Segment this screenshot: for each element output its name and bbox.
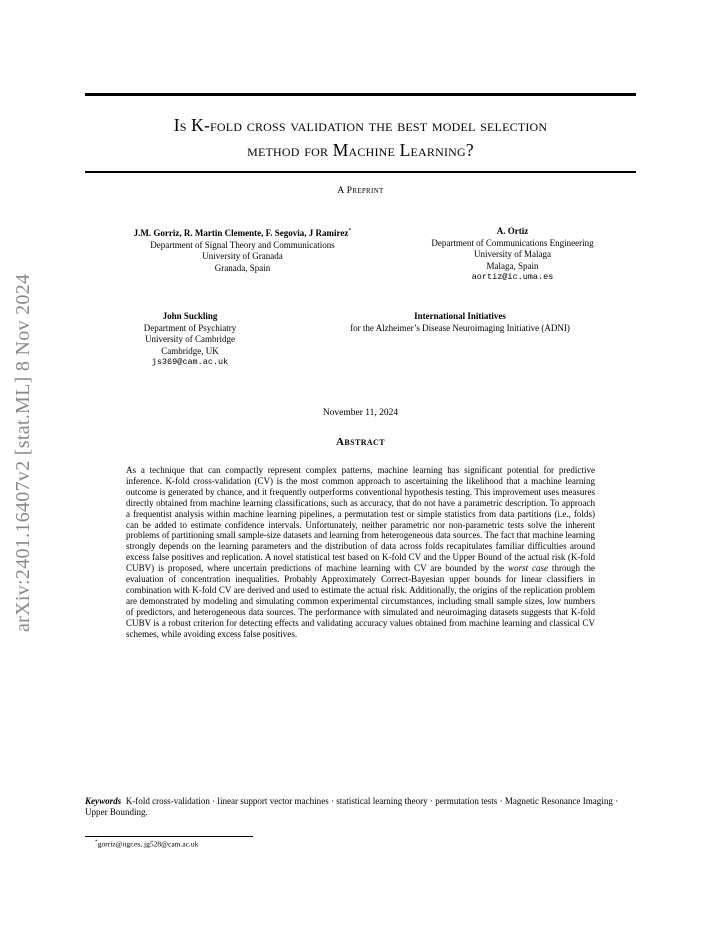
author-location: Cambridge, UK	[161, 345, 219, 356]
preprint-label: A Preprint	[337, 186, 384, 196]
footnote-mark: *	[95, 839, 98, 845]
author-location: Malaga, Spain	[486, 260, 539, 271]
footnote-text: gorriz@ugr.es, jg528@cam.ac.uk	[97, 839, 199, 849]
keywords-list: K-fold cross-validation · linear support vector machines · statistical learning theory · permutation tests · Magnetic Resonance Imaging · Upper Bounding.	[85, 796, 619, 817]
author-email: js369@cam.ac.uk	[151, 357, 229, 367]
author-university: University of Malaga	[474, 249, 551, 259]
author-name: John Suckling	[162, 311, 218, 321]
title-line-1: Is K-fold cross validation the best model selection	[173, 115, 548, 135]
author-email: aortiz@ic.uma.es	[471, 272, 554, 282]
footnote	[95, 839, 198, 849]
author-university: University of Granada	[202, 251, 283, 261]
arxiv-sidebar-stamp: arXiv:2401.16407v2 [stat.ML] 8 Nov 2024	[12, 273, 34, 632]
paper-date: November 11, 2024	[322, 408, 399, 418]
paper-title	[85, 113, 636, 163]
keywords-label: Keywords	[85, 796, 122, 806]
footnote-marker: *	[348, 228, 352, 234]
author-department: Department of Signal Theory and Communications	[150, 239, 335, 250]
author-affiliation: for the Alzheimer’s Disease Neuroimaging Initiative (ADNI)	[350, 322, 570, 333]
author-name: International Initiatives	[414, 311, 506, 321]
author-location: Granada, Spain	[214, 262, 271, 273]
author-department: Department of Communications Engineering	[431, 237, 594, 248]
keywords-section	[85, 796, 636, 818]
author-name: A. Ortiz	[496, 226, 529, 236]
author-name: J.M. Gorriz, R. Martin Clemente, F. Segovia, J Ramirez	[133, 228, 349, 238]
author-block-adni	[295, 311, 625, 334]
author-department: Department of Psychiatry	[143, 322, 237, 333]
footnote-rule	[85, 836, 253, 837]
abstract-text-part2: through the evaluation of concentration inequalities. Probably Approximately Correct-Bayesian upper bounds for linear classifiers in combination with K-fold CV are derived and used to estimate the actual risk. Additionally, the origins of the replication problem are demonstrated by modeling and simulating common experimental circumstances, including small sample sizes, low numbers of predictors, and heterogeneous data sources. The performance with simulated and neuroimaging datasets suggests that K-fold CUBV is a robust criterion for detecting effects and validating accuracy values obtained from machine learning and classical CV schemes, while avoiding excess false positives.	[126, 563, 595, 639]
author-block-suckling	[115, 311, 265, 369]
title-top-rule	[85, 93, 636, 96]
title-bottom-rule	[85, 171, 636, 173]
abstract-text-part1: As a technique that can compactly represent complex patterns, machine learning has significant potential for predictive inference. K-fold cross-validation (CV) is the most common approach to ascertaining the likelihood that a machine learning outcome is generated by chance, and it frequently outperforms conventional hypothesis testing. This improvement uses measures directly obtained from machine learning classifications, such as accuracy, that do not have a parametric description. To approach a frequentist analysis within machine learning pipelines, a permutation test or simple statistics from data partitions (i.e., folds) can be added to estimate confidence intervals. Unfortunately, neither parametric nor non-parametric tests solve the inherent problems of partitioning small sample-size datasets and learning from heterogeneous data sources. The fact that machine learning strongly depends on the learning parameters and the distribution of data across folds recapitulates familiar difficulties around excess false positives and replication. A novel statistical test based on K-fold CV and the Upper Bound of the actual risk (K-fold CUBV) is proposed, where uncertain predictions of machine learning with CV are bounded by the	[126, 465, 595, 574]
author-university: University of Cambridge	[145, 334, 235, 344]
abstract-heading: Abstract	[336, 436, 385, 448]
title-line-2: method for Machine Learning?	[247, 140, 474, 160]
abstract-body	[126, 465, 595, 640]
author-block-gorriz	[95, 226, 390, 274]
author-block-ortiz	[405, 226, 620, 284]
abstract-emphasis: worst case	[508, 563, 549, 574]
